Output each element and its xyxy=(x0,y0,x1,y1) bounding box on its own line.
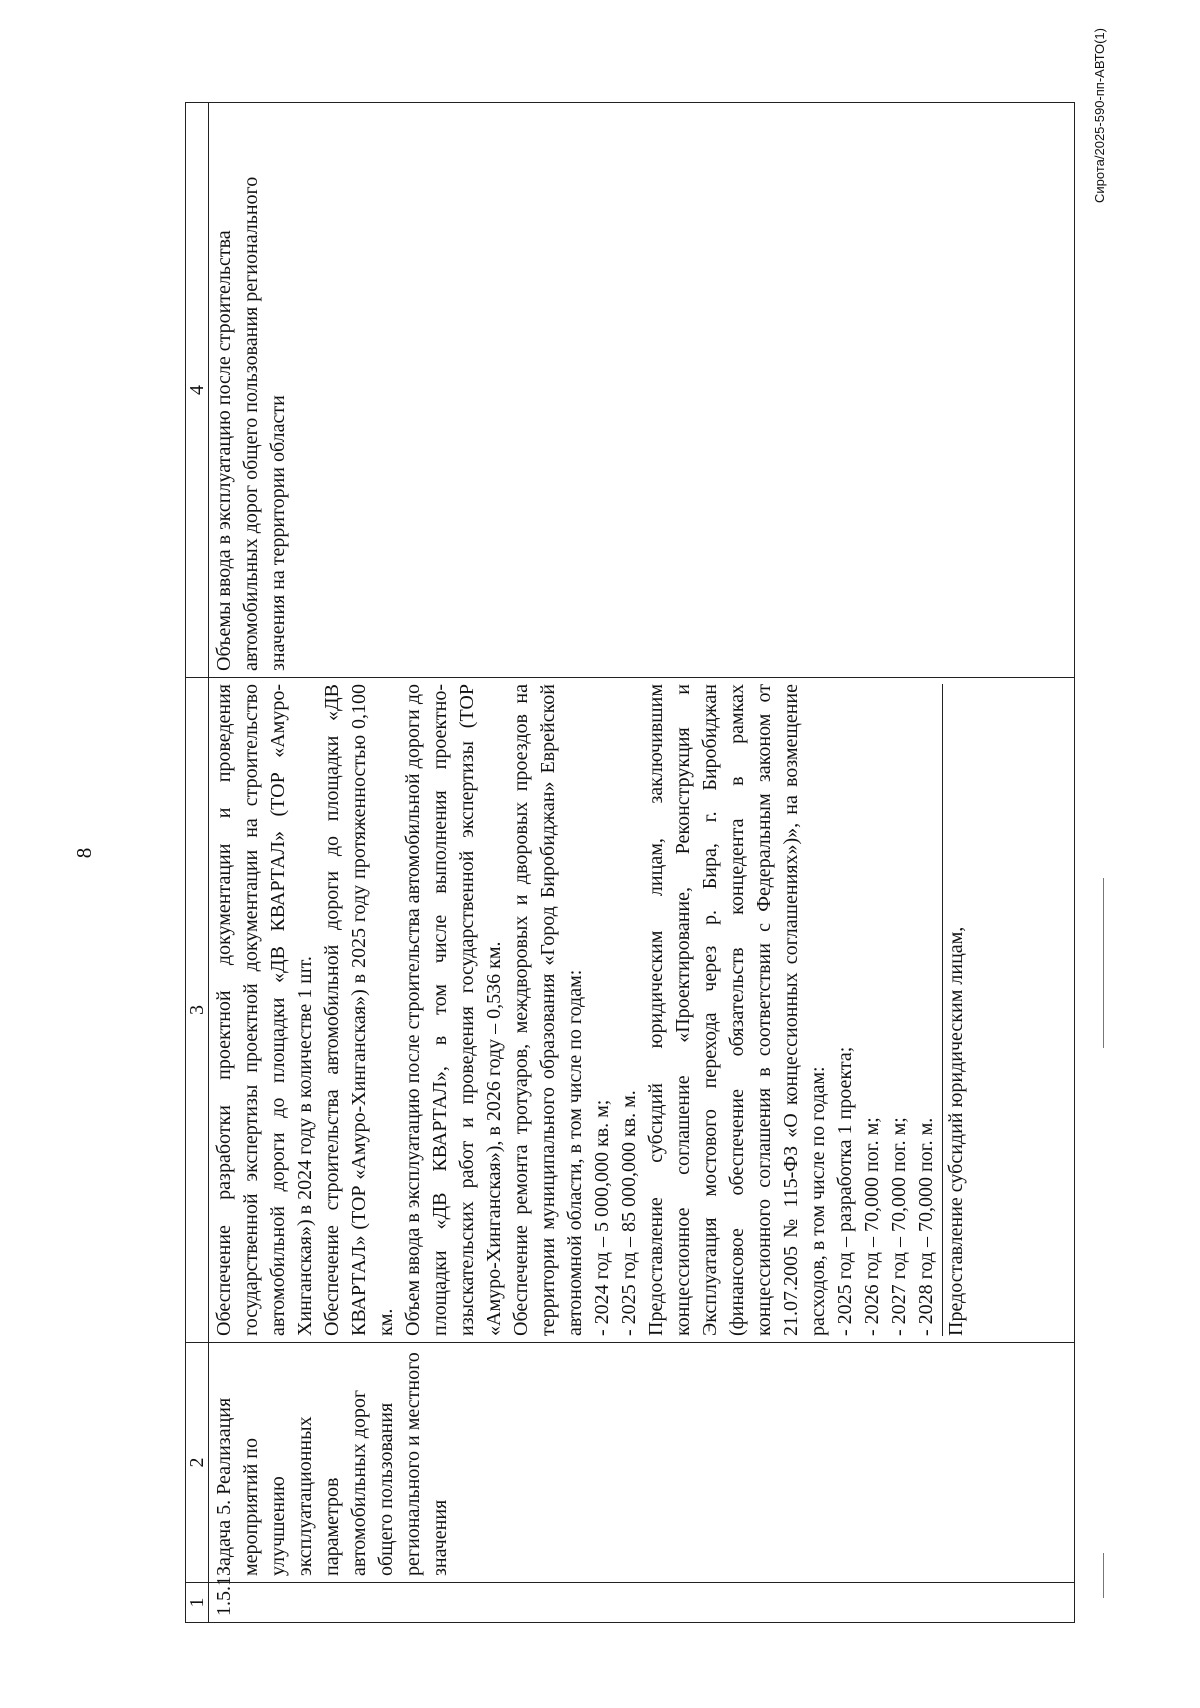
header-col-2: 2 xyxy=(186,1343,209,1583)
scan-line xyxy=(1103,878,1104,1048)
result-cell: Объемы ввода в эксплуатацию после строительства автомобильных дорог общего пользования регионального значения на территории области xyxy=(209,103,1075,678)
measure-paragraph: Обеспечение ремонта тротуаров, междворовых и дворовых проездов на территории муниципального образования «Город Биробиджан» Еврейской автономной области, в том числе по годам: xyxy=(510,684,586,1336)
measures-table xyxy=(185,102,1075,1623)
table-header-row xyxy=(186,103,209,1623)
footer-code: Сирота/2025-590-пп-АВТО(1) xyxy=(1092,28,1107,203)
row-number: 1.5.1 xyxy=(209,1583,1075,1623)
measure-paragraph: - 2027 год – 70,000 пог. м; xyxy=(888,1117,910,1336)
measure-paragraph: - 2025 год – 85 000,000 кв. м. xyxy=(618,1090,640,1336)
header-col-4: 4 xyxy=(186,103,209,678)
measures-cell xyxy=(209,678,1075,1343)
page-number: 8 xyxy=(72,847,96,859)
header-col-1: 1 xyxy=(186,1583,209,1623)
measure-paragraph: Предоставление субсидий юридическим лицам, заключившим концессионное соглашение «Проектирование, Реконструкция и Эксплуатация мостового перехода через р. Бира, г. Биробиджан (финансовое обеспечение обязательств концедента в рамках концессионного соглашения в соответствии с Федеральным законом от 21.07.2005 № 115-ФЗ «О концессионных соглашениях»)», на возмещение расходов, в том числе по годам: xyxy=(645,684,829,1336)
measure-paragraph: Обеспечение разработки проектной документации и проведения государственной экспертизы проектной документации на строительство автомобильной дороги до площадки «ДВ КВАРТАЛ» (ТОР «Амуро-Хинганская») в 2024 году в количестве 1 шт. xyxy=(213,684,316,1336)
measure-paragraph: - 2026 год – 70,000 пог. м; xyxy=(861,1117,883,1336)
scan-line xyxy=(1103,1553,1104,1598)
table-row xyxy=(209,103,1075,1623)
task-cell: Задача 5. Реализация мероприятий по улучшению эксплуатационных параметров автомобильных дорог общего пользования регионального и местного значения xyxy=(209,1343,1075,1583)
measure-paragraph: - 2025 год – разработка 1 проекта; xyxy=(834,1046,856,1336)
measure-paragraph: Предоставление субсидий юридическим лицам, xyxy=(945,926,967,1336)
measure-paragraph: - 2028 год – 70,000 пог. м. xyxy=(913,684,943,1336)
header-col-3: 3 xyxy=(186,678,209,1343)
measure-paragraph: Объем ввода в эксплуатацию после строительства автомобильной дороги до площадки «ДВ КВАРТАЛ», в том числе выполнения проектно-изыскательских работ и проведения государственной экспертизы (ТОР «Амуро-Хинганская»), в 2026 году – 0,536 км. xyxy=(402,684,505,1336)
measure-paragraph: Обеспечение строительства автомобильной дороги до площадки «ДВ КВАРТАЛ» (ТОР «Амуро-Хинганская») в 2025 году протяженностью 0,100 км. xyxy=(321,684,397,1336)
measure-paragraph: - 2024 год – 5 000,000 кв. м; xyxy=(591,1099,613,1336)
